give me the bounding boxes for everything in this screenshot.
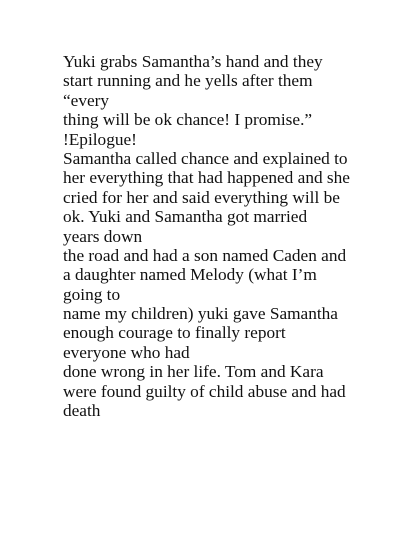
text-line: everyone who had [63,342,190,362]
text-line: Yuki grabs Samantha’s hand and they [63,52,323,71]
text-line: “every [63,90,110,110]
text-line: done wrong in her life. Tom and Kara [63,362,324,382]
text-line: years down [63,226,143,246]
story-text [63,52,409,420]
text-line: were found guilty of child abuse and had [63,381,346,401]
text-line: start running and he yells after them [63,71,313,91]
text-line: the road and had a son named Caden and [63,245,347,265]
text-line: cried for her and said everything will be [63,187,340,207]
text-line: name my children) yuki gave Samantha [63,304,338,324]
text-line: ok. Yuki and Samantha got married [63,207,308,227]
text-line: going to [63,284,121,304]
text-line: enough courage to finally report [63,323,286,343]
text-line: Samantha called chance and explained to [63,148,348,168]
section-heading: !Epilogue! [63,129,137,149]
text-line: a daughter named Melody (what I’m [63,265,317,285]
text-line: death [63,401,101,421]
text-line: her everything that had happened and she [63,168,350,188]
text-line: thing will be ok chance! I promise.” [63,110,313,130]
